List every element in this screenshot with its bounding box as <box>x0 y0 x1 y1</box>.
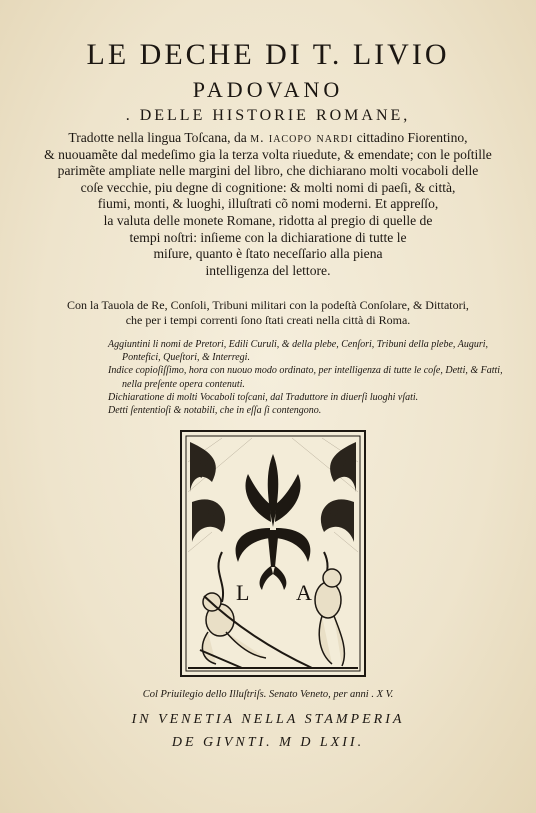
addition-line: Detti ſententioſi & notabili, che in eſſa ſi contengono. <box>108 405 322 417</box>
description-line: Tradotte nella lingua Toſcana, da m. iacopo nardi cittadino Fiorentino, <box>68 130 468 145</box>
description-line: la valuta delle monete Romane, ridotta al pregio di quelle de <box>103 212 433 228</box>
addition-line: Dichiaratione di molti Vocaboli toſcani, dal Traduttore in diuerſi luoghi vſati. <box>108 391 419 403</box>
description-line: coſe vecchie, piu degne di cognitione: & molti nomi di paeſi, & città, <box>80 179 456 195</box>
description-line: tempi noſtri: inſieme con la dichiaratione di tutte le <box>129 229 407 245</box>
addition-line: Aggiuntini li nomi de Pretori, Edili Curuli, & della plebe, Cenſori, Tribuni della plebe, Auguri, <box>108 339 488 350</box>
letter-l: L <box>236 580 250 605</box>
description-line: miſure, quanto è ſtato neceſſario alla piena <box>153 246 383 262</box>
subtitle-padovano: PADOVANO <box>192 77 344 102</box>
description-line: fiumi, monti, & luoghi, illuſtrati cõ nomi moderni. Et appreſſo, <box>97 196 439 212</box>
additions-list <box>108 338 508 417</box>
subtitle-historie: . DELLE HISTORIE ROMANE, <box>125 107 411 124</box>
description-line: intelligenza del lettore. <box>205 262 331 278</box>
imprint-place: IN VENETIA NELLA STAMPERIA <box>131 712 405 727</box>
imprint-date: DE GIVNTI. M D LXII. <box>171 735 365 750</box>
letter-a: A <box>296 580 312 605</box>
addition-line: Pontefici, Queſtori, & Interregi. <box>122 352 250 364</box>
tavola-line: che per i tempi correnti ſono ſtati creati nella città di Roma. <box>125 313 411 327</box>
main-title: LE DECHE DI T. LIVIO <box>86 38 450 71</box>
tavola-line: Con la Tauola de Re, Conſoli, Tribuni militari con la podeſtà Conſolare, & Dittatori, <box>67 298 469 312</box>
description-line: parimẽte ampliate nelle margini del libro, che dichiarano molti vocaboli delle <box>57 163 479 179</box>
addition-line: Indice copioſiſſimo, hora con nuouo modo ordinato, per intelligenza di tutte le coſe, Detti, & Fatti, <box>108 365 503 377</box>
privilege-line: Col Priuilegio dello Illuſtriſs. Senato Veneto, per anni . X V. <box>142 689 394 700</box>
giunti-printer-device <box>180 430 366 677</box>
tavola-note <box>50 298 486 328</box>
addition-line: nella preſente opera contenuti. <box>122 378 245 390</box>
description-line: & nuouamẽte dal medeſimo gia la terza volta riuedute, & emendate; con le poſtille <box>44 146 492 162</box>
translator-name: m. iacopo nardi <box>250 130 354 145</box>
description-block <box>40 130 496 279</box>
lily-woodcut-image <box>182 432 364 675</box>
